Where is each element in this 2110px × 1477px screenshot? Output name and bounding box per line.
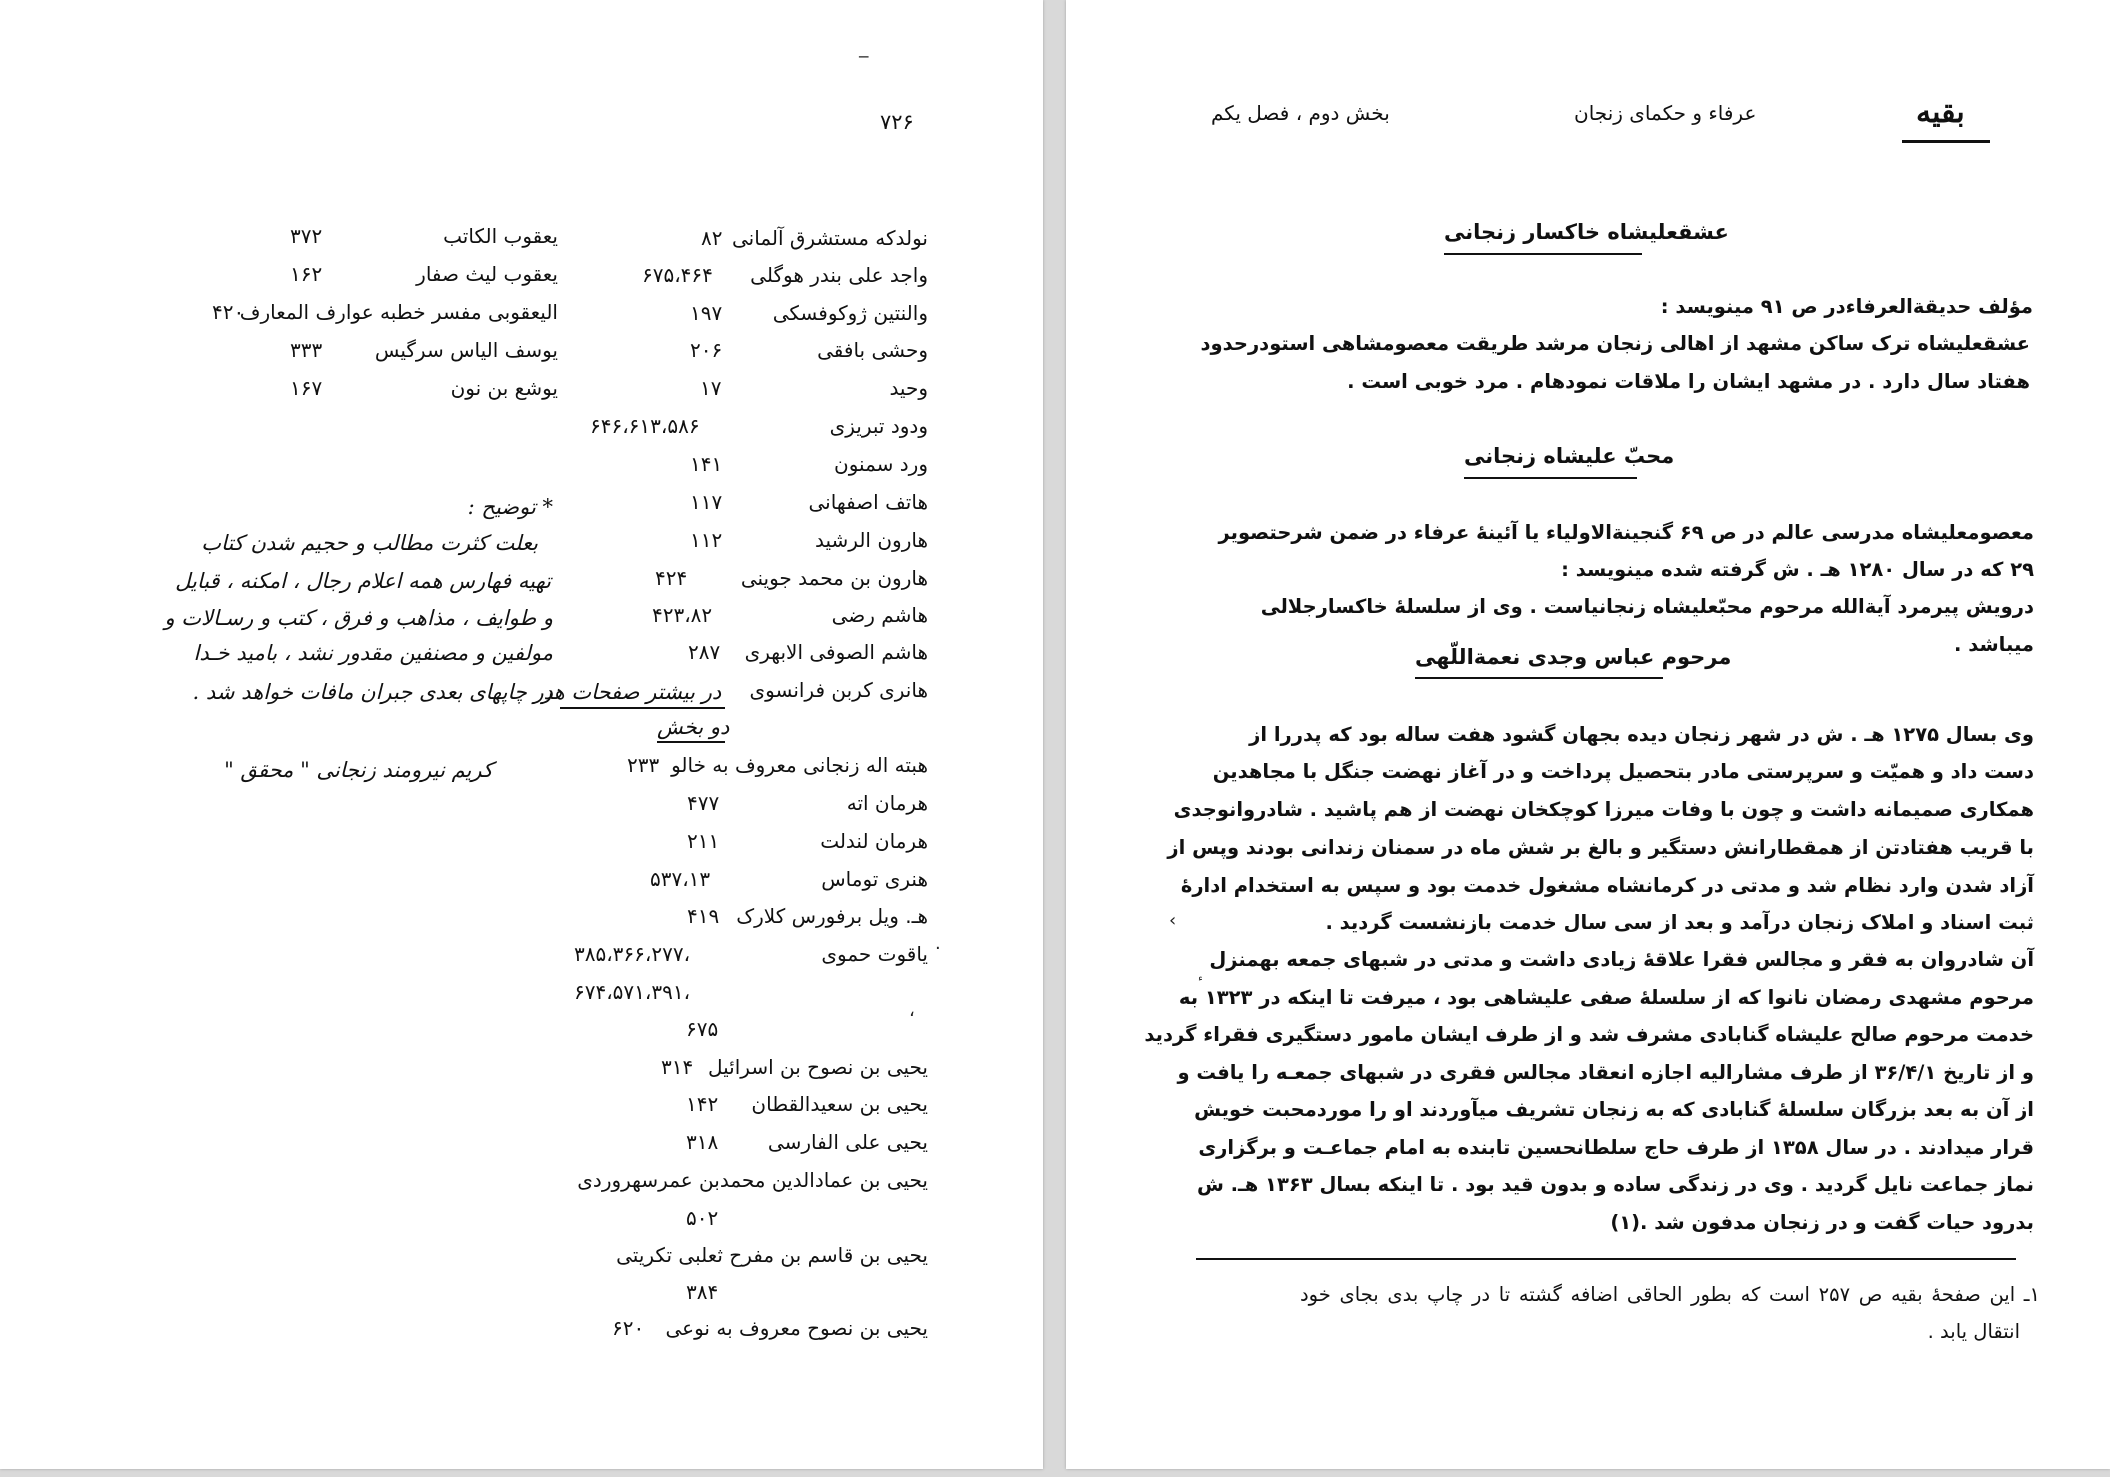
index-pages: ۲۱۱ — [687, 829, 720, 853]
index-name: هاشم الصوفی الابهری — [744, 640, 928, 664]
note-pages-line: دو بخش — [657, 715, 730, 739]
index-name: یحیی بن سعیدالقطان — [751, 1092, 928, 1116]
paragraph-line: و از تاریخ ۳۶/۴/۱ از طرف مشارالیه اجازه انعقاد مجالس فقری در شبهای جمعـه را یافت و — [1177, 1061, 2034, 1084]
paragraph-line: میباشد . — [1954, 633, 2034, 656]
paragraph-line: آن شادروان به فقر و مجالس فقرا علاقهٔ زیادی داشت و مدتی در شبهای جمعه بهمنزل — [1209, 948, 2034, 971]
paragraph-line: دست داد و همیّت و سرپرستی مادر بتحصیل پرداخت و در آغاز نهضت جنگل با مجاهدین — [1212, 760, 2034, 783]
page-speck: ‹ — [1169, 910, 1177, 931]
paragraph-line: مؤلف حدیقةالعرفاءدر ص ۹۱ مینویسد : — [1660, 295, 2033, 318]
index-name: هبته اله زنجانی معروف به خالو — [671, 753, 928, 777]
index-pages: ۳۱۸ — [686, 1130, 719, 1154]
note-line: در چاپهای بعدی جبران مافات خواهد شد . — [192, 680, 553, 704]
index-pages: ۶۷۴،۵۷۱،۳۹۱، — [574, 980, 691, 1004]
index-pages: ۲۰۶ — [690, 338, 723, 362]
heading-underline — [1444, 253, 1642, 255]
index-pages: ۱۶۷ — [290, 376, 323, 400]
header-stamp-underline — [1902, 140, 1990, 143]
section-heading: مرحوم عباس وجدی نعمةاللّهی — [1415, 645, 1732, 669]
section-heading: عشقعلیشاه خاکسار زنجانی — [1444, 220, 1729, 244]
header-title: عرفاء و حکمای زنجان — [1574, 101, 1757, 125]
footnote-line: انتقال یابد . — [1927, 1320, 2020, 1343]
index-pages: ۶۷۵،۴۶۴ — [642, 263, 713, 287]
footnote-rule — [1196, 1258, 2016, 1260]
paragraph-line: آزاد شدن وارد نظام شد و مدتی در کرمانشاه مشغول خدمت بود و سپس به استخدام ادارهٔ — [1180, 874, 2034, 897]
index-pages: ۲۳۳ — [627, 753, 660, 777]
footnote-line: ۱ـ این صفحهٔ بقیه ص ۲۵۷ است که بطور الحاقی اضافه گشته تا در چاپ بدی بجای خود — [1300, 1283, 2041, 1306]
index-name: یوشع بن نون — [450, 376, 558, 400]
index-name: هرمان اته — [846, 791, 928, 815]
page-speck: ‒ — [858, 46, 870, 67]
index-name: وحید — [889, 376, 928, 400]
heading-underline — [1464, 477, 1637, 479]
index-name: هارون الرشید — [815, 528, 928, 552]
index-pages: ۳۸۵،۳۶۶،۲۷۷، — [574, 942, 691, 966]
index-name: یوسف الیاس سرگیس — [374, 338, 558, 362]
index-pages: ۴۲۳،۸۲ — [652, 603, 713, 627]
index-name: یحیی علی الفارسی — [767, 1130, 928, 1154]
index-name: هارون بن محمد جوینی — [740, 566, 928, 590]
index-name: والنتین ژوکوفسکی — [772, 301, 928, 325]
note-line: تهیه فهارس همه اعلام رجال ، امکنه ، قبایل — [175, 569, 551, 593]
index-name: ودود تبریزی — [829, 414, 928, 438]
paragraph-line: از آن به بعد بزرگان سلسلهٔ گنابادی که به زنجان تشریف میآوردند او را موردمحبت خویش — [1194, 1098, 2034, 1121]
index-name: یحیی بن قاسم بن مفرح ثعلبی تکریتی — [616, 1243, 928, 1267]
note-signature: کریم نیرومند زنجانی " محقق " — [224, 758, 493, 782]
index-pages: ۳۸۴ — [686, 1280, 719, 1304]
index-name: یعقوب لیث صفار — [416, 262, 558, 286]
index-name: ورد سمنون — [834, 452, 928, 476]
index-pages: ۱۱۲ — [690, 528, 723, 552]
index-pages: ۱۷ — [700, 376, 722, 400]
index-pages: ۱۱۷ — [690, 490, 723, 514]
index-name: هـ. ویل برفورس کلارک — [736, 904, 928, 928]
index-name: هاشم رضی — [831, 603, 928, 627]
index-pages: ۶۴۶،۶۱۳،۵۸۶ — [590, 414, 700, 438]
paragraph-line: عشقعلیشاه ترک ساکن مشهد از اهالی زنجان مرشد طریقت معصومشاهی استودرحدود — [1200, 332, 2030, 355]
index-pages: ۶۲۰ — [612, 1316, 645, 1340]
index-name: نولدکه مستشرق آلمانی — [732, 226, 928, 250]
index-pages: ۶۷۵ — [686, 1017, 719, 1041]
paragraph-line: ۲۹ که در سال ۱۲۸۰ هـ . ش گرفته شده مینویسد : — [1561, 558, 2034, 581]
index-pages: ۵۰۲ — [686, 1206, 719, 1230]
note-line: و طوایف ، مذاهب و فرق ، کتب و رسـالات و — [164, 606, 553, 630]
paragraph-line: خدمت مرحوم صالح علیشاه گنابادی مشرف شد و از طرف ایشان مامور دستگیری فقراء گردید — [1144, 1023, 2034, 1046]
header-stamp: بقیه — [1916, 95, 1965, 130]
note-line: بعلت کثرت مطالب و حجیم شدن کتاب — [201, 531, 538, 555]
header-section: بخش دوم ، فصل یکم — [1211, 101, 1390, 125]
index-name: هنری توماس — [821, 867, 928, 891]
index-pages: ۳۱۴ — [661, 1055, 694, 1079]
paragraph-line: مرحوم مشهدی رمضان نانوا که از سلسلهٔ صفی علیشاهی بود ، میرفت تا اینکه در ۱۳۲۳ به — [1178, 986, 2034, 1009]
paragraph-line: قرار میدادند . در سال ۱۳۵۸ از طرف حاج سلطانحسین تابنده به امام جماعـت و برگزاری — [1198, 1136, 2034, 1159]
index-pages: ۱۹۷ — [690, 301, 723, 325]
paragraph-line: بدرود حیات گفت و در زنجان مدفون شد .(۱) — [1610, 1211, 2034, 1234]
index-pages: ۱۶۲ — [290, 262, 323, 286]
paragraph-line: هفتاد سال دارد . در مشهد ایشان را ملاقات نمودهام . مرد خوبی است . — [1347, 370, 2030, 393]
index-pages: ۳۳۳ — [290, 338, 323, 362]
page-number: ۷۲۶ — [880, 110, 914, 134]
paragraph-line: با قریب هفتادتن از همقطارانش دستگیر و بالغ بر شش ماه در سمنان زندانی بودند وپس از — [1167, 836, 2034, 859]
paragraph-line: درویش پیرمرد آیةالله مرحوم محبّعلیشاه زنجانیاست . وی از سلسلهٔ خاکسارجلالی — [1260, 595, 2034, 618]
right-page — [1066, 0, 2110, 1469]
index-name: یحیی بن نصوح معروف به نوعی — [665, 1316, 928, 1340]
paragraph-line: نماز جماعت نایل گردید . وی در زندگی ساده و بدون قید بود . تا اینکه بسال ۱۳۶۳ هـ. ش — [1196, 1173, 2034, 1196]
index-pages: ۳۷۲ — [290, 224, 323, 248]
index-name: یحیی بن نصوح بن اسرائیل — [708, 1055, 928, 1079]
index-name: یاقوت حموی — [821, 942, 928, 966]
index-name: وحشی بافقی — [817, 338, 928, 362]
index-pages: ۴۲۰ — [212, 300, 245, 324]
index-name: یحیی بن عمادالدین محمدبن عمرسهروردی — [577, 1168, 928, 1192]
index-name: هرمان لندلت — [820, 829, 928, 853]
index-pages: ۵۳۷،۱۳ — [650, 867, 711, 891]
note-title: * توضیح : — [467, 495, 553, 519]
index-name: هاتف اصفهانی — [808, 490, 928, 514]
heading-underline — [1415, 677, 1663, 679]
index-pages: ۸۲ — [701, 226, 723, 250]
index-pages: ۲۸۷ — [688, 640, 721, 664]
paragraph-line: معصومعلیشاه مدرسی عالم در ص ۶۹ گنجینةالاولیاء یا آئینهٔ عرفاء در ضمن شرحتصویر — [1218, 521, 2034, 544]
index-pages: ۱۴۱ — [690, 452, 723, 476]
section-heading: محبّ علیشاه زنجانی — [1464, 444, 1675, 468]
index-pages: ۴۱۹ — [687, 904, 720, 928]
note-pages-underline — [560, 707, 725, 709]
note-pages-line: در بیشتر صفحات هر — [542, 680, 722, 704]
left-page — [0, 0, 1043, 1469]
index-name: الیعقوبی مفسر خطبه عوارف المعارف — [239, 300, 558, 324]
paragraph-line: وی بسال ۱۲۷۵ هـ . ش در شهر زنجان دیده بجهان گشود هفت ساله بود که پدررا از — [1249, 723, 2034, 746]
index-name: یعقوب الکاتب — [443, 224, 558, 248]
index-name: هانری کربن فرانسوی — [749, 678, 928, 702]
index-name: واجد علی بندر هوگلی — [750, 263, 928, 287]
index-pages: ۱۴۲ — [686, 1092, 719, 1116]
paragraph-line: همکاری صمیمانه داشت و چون با وفات میرزا کوچکخان نهضت از هم پاشید . شادروانوجدی — [1173, 798, 2034, 821]
page-speck: · — [935, 938, 941, 959]
index-pages: ۴۷۷ — [687, 791, 720, 815]
page-speck: ، — [909, 1000, 915, 1021]
index-pages: ۴۲۴ — [655, 566, 688, 590]
note-pages-underline — [657, 741, 725, 743]
note-line: مولفین و مصنفین مقدور نشد ، بامید خـدا — [193, 641, 553, 665]
paragraph-line: ثبت اسناد و املاک زنجان درآمد و بعد از سی سال خدمت بازنشست گردید . — [1325, 911, 2034, 934]
